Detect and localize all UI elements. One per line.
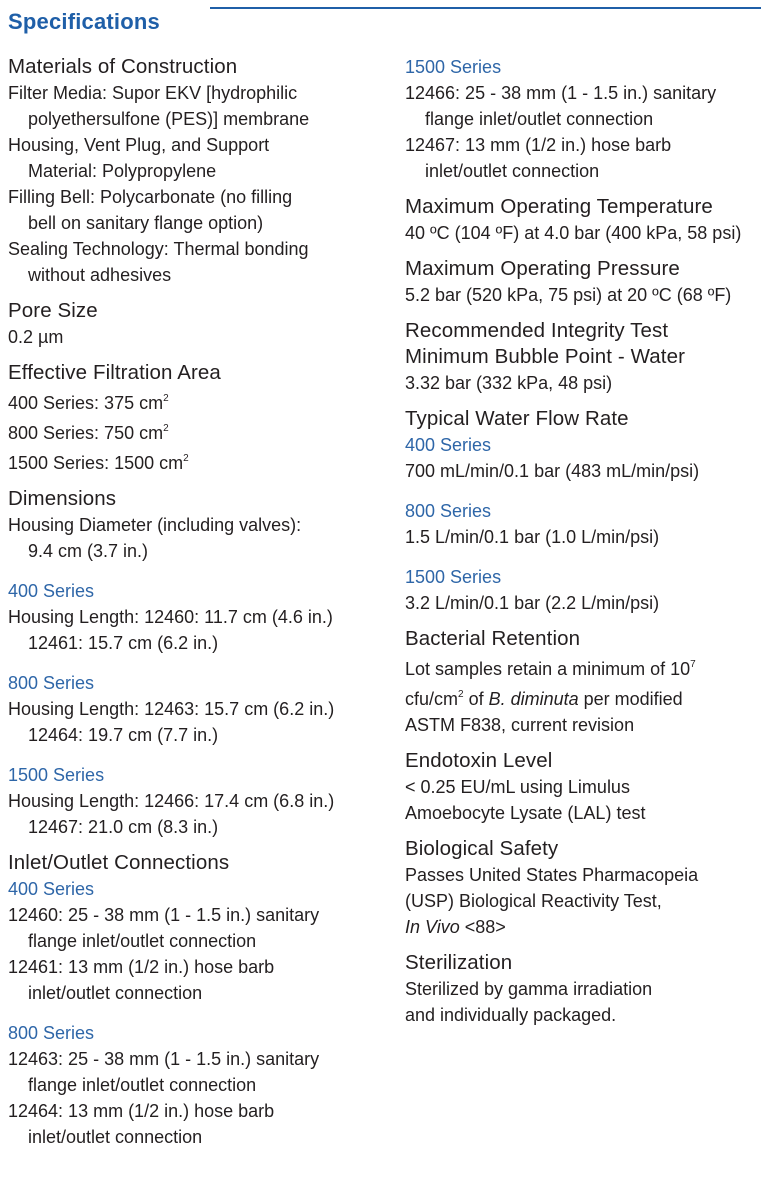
spec-line: Housing Diameter (including valves):: [8, 515, 302, 535]
materials-heading: Materials of Construction: [8, 55, 238, 78]
spec-line: [405, 652, 771, 682]
spec-line: Material: Polypropylene: [28, 161, 217, 181]
spec-line: without adhesives: [28, 265, 172, 285]
series-label-800: 800 Series: [8, 673, 95, 693]
spec-line: and individually packaged.: [405, 1005, 617, 1025]
area-row-800: [8, 416, 393, 446]
spec-line: 12464: 13 mm (1/2 in.) hose barb: [8, 1101, 275, 1121]
pore-size-heading: Pore Size: [8, 299, 98, 322]
spec-line: flange inlet/outlet connection: [425, 109, 654, 129]
area-text: 400 Series: 375 cm: [8, 393, 164, 413]
spec-line: bell on sanitary flange option): [28, 213, 264, 233]
page-title: Specifications: [8, 9, 160, 34]
title-rule: [210, 7, 761, 9]
temperature-value: 40 ºC (104 ºF) at 4.0 bar (400 kPa, 58 psi): [405, 223, 742, 243]
bubble-point-heading: Minimum Bubble Point - Water: [405, 345, 686, 368]
left-column: [8, 54, 393, 1160]
series-label-800: 800 Series: [8, 1023, 95, 1043]
superscript: 7: [690, 659, 696, 670]
spec-text: <88>: [459, 917, 506, 937]
spec-line: 12463: 25 - 38 mm (1 - 1.5 in.) sanitary: [8, 1049, 320, 1069]
spec-line: Housing Length: 12460: 11.7 cm (4.6 in.): [8, 607, 333, 627]
spec-line: ASTM F838, current revision: [405, 715, 635, 735]
dimensions-heading: Dimensions: [8, 487, 117, 510]
spec-line: flange inlet/outlet connection: [28, 1075, 257, 1095]
pressure-value: 5.2 bar (520 kPa, 75 psi) at 20 ºC (68 ºF): [405, 285, 732, 305]
in-vivo-text: In Vivo: [405, 917, 460, 937]
pore-size-section: [8, 298, 393, 350]
area-text: 800 Series: 750 cm: [8, 423, 164, 443]
pressure-heading: Maximum Operating Pressure: [405, 257, 680, 280]
series-label-400: 400 Series: [405, 435, 492, 455]
spec-text: per modified: [578, 689, 683, 709]
pressure-section: [405, 256, 771, 308]
area-text: 1500 Series: 1500 cm: [8, 453, 184, 473]
spec-line: 12461: 15.7 cm (6.2 in.): [28, 633, 219, 653]
spec-line: inlet/outlet connection: [28, 983, 203, 1003]
bubble-point-value: 3.32 bar (332 kPa, 48 psi): [405, 373, 613, 393]
spec-line: 12461: 13 mm (1/2 in.) hose barb: [8, 957, 275, 977]
spec-text: of: [463, 689, 489, 709]
spec-line: inlet/outlet connection: [425, 161, 600, 181]
spec-line: Sealing Technology: Thermal bonding: [8, 239, 309, 259]
spec-line: 12467: 21.0 cm (8.3 in.): [28, 817, 219, 837]
biological-safety-heading: Biological Safety: [405, 837, 559, 860]
spec-line: Housing Length: 12463: 15.7 cm (6.2 in.): [8, 699, 335, 719]
superscript: 2: [458, 689, 464, 700]
spec-line: [405, 914, 771, 940]
spec-line: Amoebocyte Lysate (LAL) test: [405, 803, 646, 823]
integrity-section: [405, 318, 771, 396]
series-label-1500: 1500 Series: [405, 567, 502, 587]
superscript: 2: [163, 393, 169, 404]
endotoxin-heading: Endotoxin Level: [405, 749, 553, 772]
materials-section: [8, 54, 393, 288]
connections-1500-section: [405, 54, 771, 184]
flow-value-800: 1.5 L/min/0.1 bar (1.0 L/min/psi): [405, 527, 660, 547]
spec-line: inlet/outlet connection: [28, 1127, 203, 1147]
spec-line: Filling Bell: Polycarbonate (no filling: [8, 187, 293, 207]
flow-value-400: 700 mL/min/0.1 bar (483 mL/min/psi): [405, 461, 700, 481]
sterilization-section: [405, 950, 771, 1028]
superscript: 2: [183, 453, 189, 464]
spec-line: 12460: 25 - 38 mm (1 - 1.5 in.) sanitary: [8, 905, 320, 925]
superscript: 2: [163, 423, 169, 434]
series-label-800: 800 Series: [405, 501, 492, 521]
series-label-400: 400 Series: [8, 581, 95, 601]
series-label-400: 400 Series: [8, 879, 95, 899]
spec-text: cfu/cm: [405, 689, 459, 709]
connections-heading: Inlet/Outlet Connections: [8, 851, 230, 874]
spec-line: Passes United States Pharmacopeia: [405, 865, 699, 885]
filtration-area-heading: Effective Filtration Area: [8, 361, 221, 384]
spec-line: Housing, Vent Plug, and Support: [8, 135, 270, 155]
spec-line: Sterilized by gamma irradiation: [405, 979, 653, 999]
spec-line: 12466: 25 - 38 mm (1 - 1.5 in.) sanitary: [405, 83, 717, 103]
filtration-area-section: [8, 360, 393, 476]
spec-line: flange inlet/outlet connection: [28, 931, 257, 951]
dimensions-section: [8, 486, 393, 840]
temperature-heading: Maximum Operating Temperature: [405, 195, 713, 218]
spec-line: polyethersulfone (PES)] membrane: [28, 109, 310, 129]
series-label-1500: 1500 Series: [8, 765, 105, 785]
spec-line: 12467: 13 mm (1/2 in.) hose barb: [405, 135, 672, 155]
integrity-heading: Recommended Integrity Test: [405, 319, 669, 342]
bacterial-retention-section: [405, 626, 771, 738]
spec-line: (USP) Biological Reactivity Test,: [405, 891, 662, 911]
endotoxin-section: [405, 748, 771, 826]
flow-rate-heading: Typical Water Flow Rate: [405, 407, 629, 430]
biological-safety-section: [405, 836, 771, 940]
spec-line: 9.4 cm (3.7 in.): [28, 541, 149, 561]
spec-line: < 0.25 EU/mL using Limulus: [405, 777, 630, 797]
area-row-400: [8, 386, 393, 416]
connections-section: [8, 850, 393, 1150]
flow-rate-section: [405, 406, 771, 616]
bacterial-retention-heading: Bacterial Retention: [405, 627, 581, 650]
spec-line: Filter Media: Supor EKV [hydrophilic: [8, 83, 298, 103]
spec-line: 12464: 19.7 cm (7.7 in.): [28, 725, 219, 745]
area-row-1500: [8, 446, 393, 476]
spec-line: [405, 682, 771, 712]
organism-name: B. diminuta: [488, 689, 579, 709]
flow-value-1500: 3.2 L/min/0.1 bar (2.2 L/min/psi): [405, 593, 660, 613]
sterilization-heading: Sterilization: [405, 951, 513, 974]
temperature-section: [405, 194, 771, 246]
right-column: [405, 54, 771, 1038]
pore-size-value: 0.2 µm: [8, 327, 64, 347]
spec-text: Lot samples retain a minimum of 10: [405, 659, 691, 679]
spec-line: Housing Length: 12466: 17.4 cm (6.8 in.): [8, 791, 335, 811]
series-label-1500: 1500 Series: [405, 57, 502, 77]
